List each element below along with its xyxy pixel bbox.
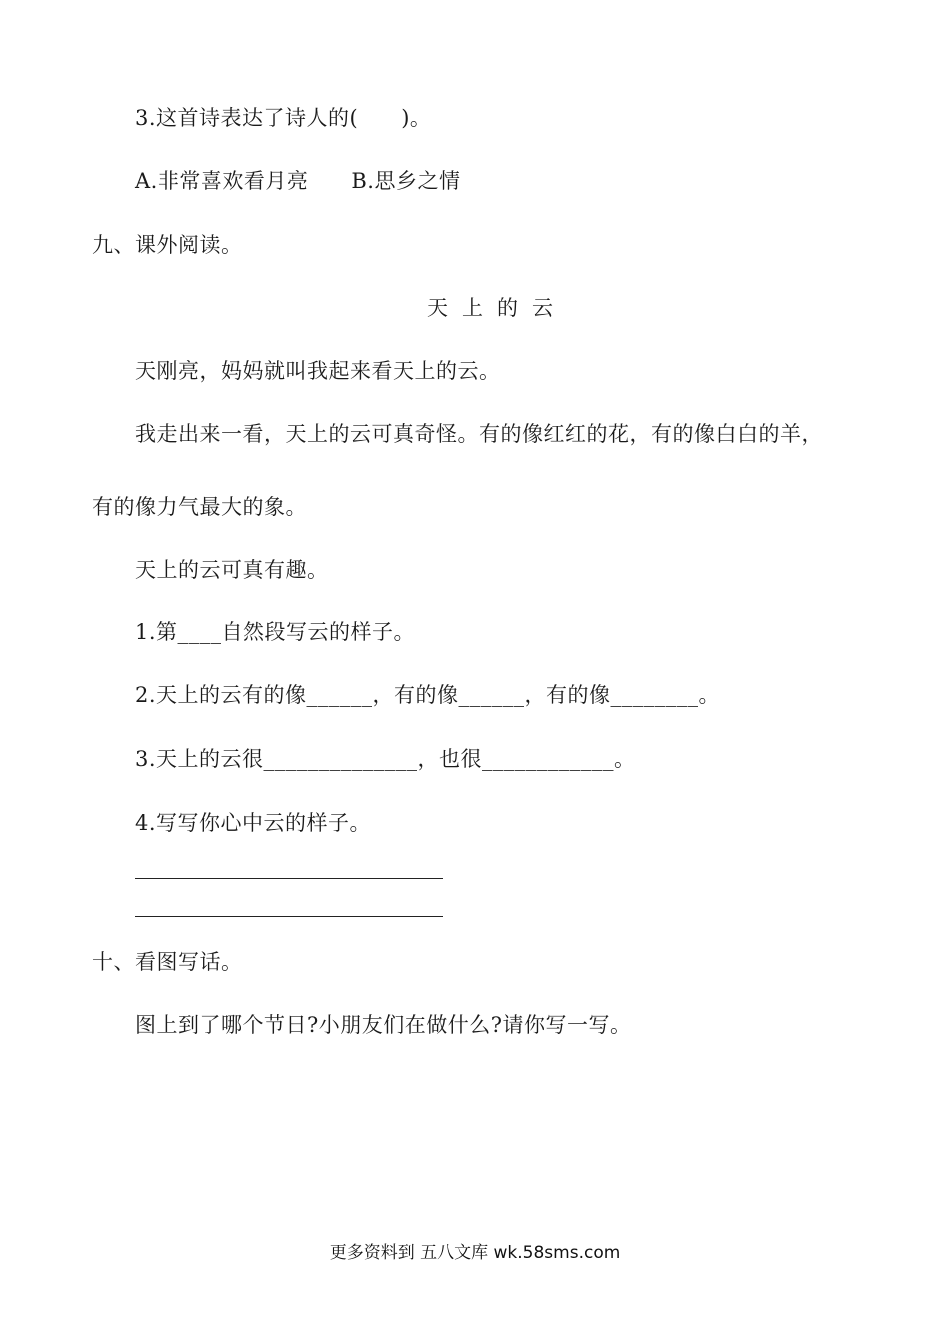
passage-title: 天上的云 bbox=[427, 296, 567, 320]
question-3: 3.这首诗表达了诗人的( )。 bbox=[135, 106, 432, 130]
passage-paragraph-3: 天上的云可真有趣。 bbox=[135, 558, 329, 582]
reading-question-1: 1.第____自然段写云的样子。 bbox=[135, 620, 416, 644]
passage-paragraph-2-line-1: 我走出来一看，天上的云可真奇怪。有的像红红的花，有的像白白的羊， bbox=[135, 422, 823, 446]
answer-line-2 bbox=[135, 916, 443, 917]
section-10-prompt: 图上到了哪个节日?小朋友们在做什么?请你写一写。 bbox=[135, 1013, 632, 1037]
reading-question-4: 4.写写你心中云的样子。 bbox=[135, 811, 372, 835]
reading-question-2: 2.天上的云有的像______，有的像______，有的像________。 bbox=[135, 683, 721, 707]
section-10-heading: 十、看图写话。 bbox=[92, 950, 243, 974]
question-3-options: A.非常喜欢看月亮 B.思乡之情 bbox=[135, 169, 461, 193]
passage-paragraph-1: 天刚亮，妈妈就叫我起来看天上的云。 bbox=[135, 359, 501, 383]
reading-question-3: 3.天上的云很______________，也很____________。 bbox=[135, 747, 636, 771]
footer-source: 更多资料到 五八文库 wk.58sms.com bbox=[329, 1243, 621, 1263]
section-9-heading: 九、课外阅读。 bbox=[92, 233, 243, 257]
passage-paragraph-2-line-2: 有的像力气最大的象。 bbox=[92, 495, 307, 519]
answer-line-1 bbox=[135, 878, 443, 879]
